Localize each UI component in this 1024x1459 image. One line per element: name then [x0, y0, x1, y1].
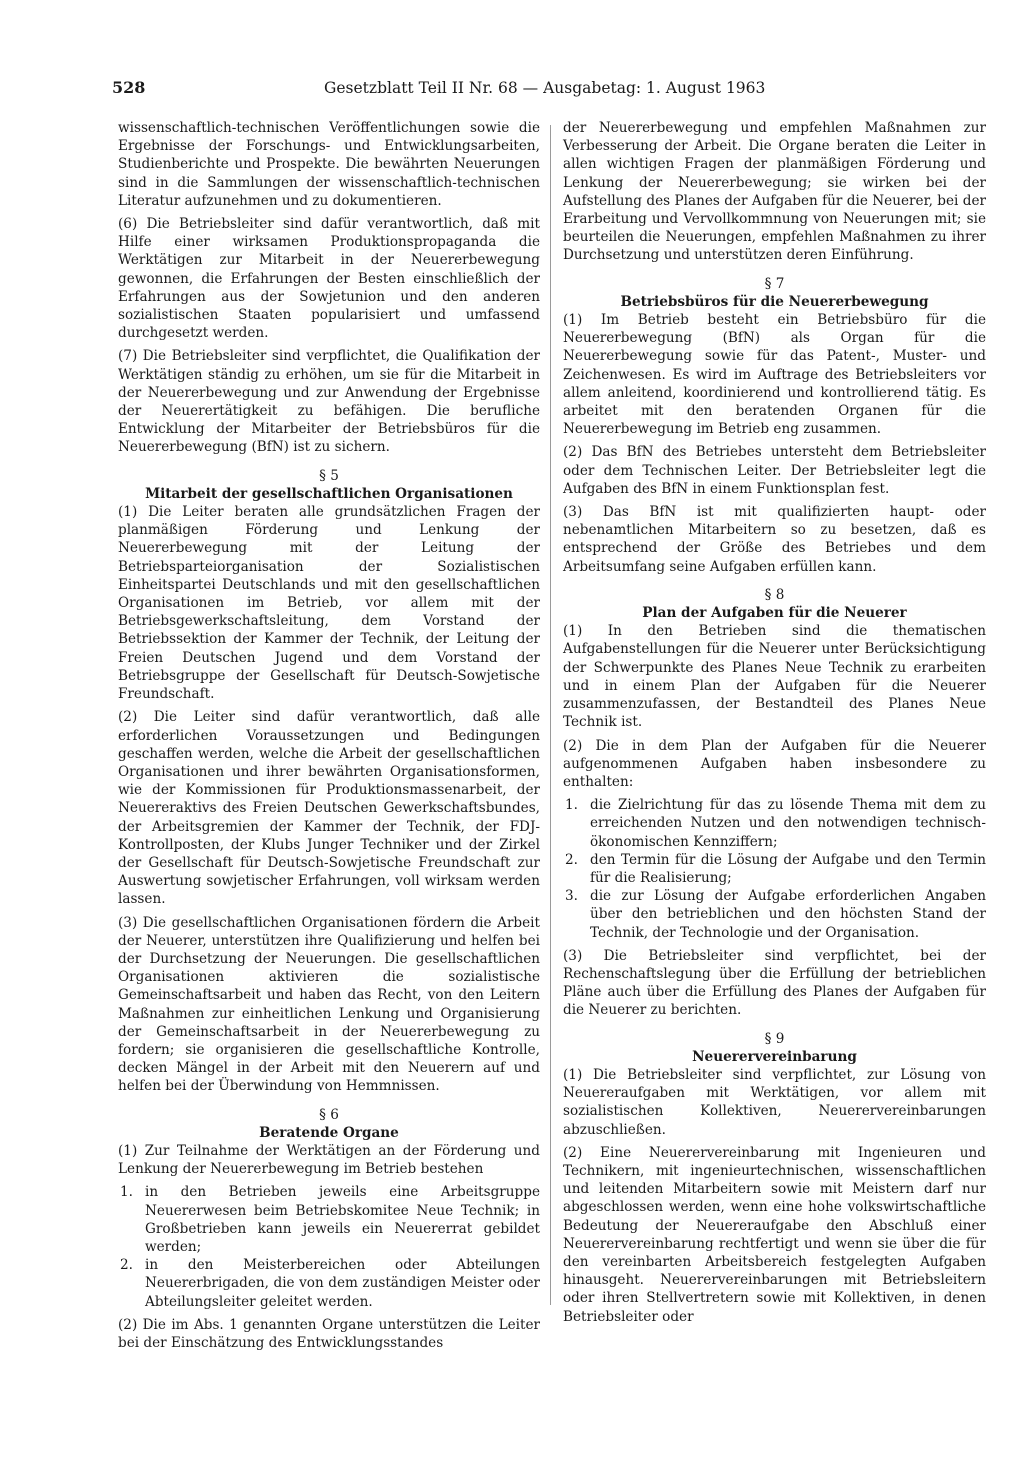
paragraph: (6) Die Betriebsleiter sind dafür verantwortlich, daß mit Hilfe einer wirksamen Produktionspropaganda die Werktätigen zur Mitarbeit in der Neuererbewegung gewonnen, die Erfahrungen der Besten einschließlich der Erfahrungen aus der Sowjetunion und den anderen sozialistischen Staaten popularisiert und umfassend durchgesetzt werden.: [118, 216, 540, 342]
list-item-number: 1.: [565, 797, 578, 814]
paragraph: (7) Die Betriebsleiter sind verpflichtet, die Qualifikation der Werktätigen ständig zu erhöhen, um sie für die Mitarbeit in der Neuererbewegung und zur Anwendung der Ergebnisse der Neuerertätigkeit zu befähigen. Die berufliche Entwicklung der Mitarbeiter der Betriebsbüros für die Neuererbewegung (BfN) ist zu sichern.: [118, 348, 540, 456]
paragraph: (1) Zur Teilnahme der Werktätigen an der Förderung und Lenkung der Neuererbewegung im Betrieb bestehen: [118, 1142, 540, 1178]
list-item: [563, 851, 986, 887]
list-item-number: 2.: [120, 1257, 133, 1274]
list-item-text: in den Betrieben jeweils eine Arbeitsgruppe Neuererwesen beim Betriebskomitee Neue Technik; in Großbetrieben kann jeweils ein Neuererrat gebildet werden;: [145, 1184, 540, 1255]
paragraph: (1) Die Leiter beraten alle grundsätzlichen Fragen der planmäßigen Förderung und Lenkung der Neuererbewegung mit der Leitung der Betriebsparteiorganisation der Sozialistischen Einheitspartei Deutschlands und mit den gesellschaftlichen Organisationen im Betrieb, vor allem mit der Betriebsgewerkschaftsleitung, dem Vorstand der Betriebssektion der Kammer der Technik, der Leitung der Freien Deutschen Jugend und dem Vorstand der Betriebsgruppe der Gesellschaft für Deutsch-Sowjetische Freundschaft.: [118, 504, 540, 703]
list-item-text: die Zielrichtung für das zu lösende Thema mit dem zu erreichenden Nutzen und den notwendigen technisch-ökonomischen Kennziffern;: [590, 797, 986, 850]
list-item: [563, 887, 986, 942]
list-item: [563, 796, 986, 851]
list-item-text: den Termin für die Lösung der Aufgabe und den Termin für die Realisierung;: [590, 851, 986, 886]
list-item: [118, 1256, 540, 1311]
section-title: Plan der Aufgaben für die Neuerer: [642, 605, 907, 622]
list-item-text: in den Meisterbereichen oder Abteilungen Neuererbrigaden, die von dem zuständigen Meister oder Abteilungsleiter geleitet werden.: [145, 1257, 540, 1310]
paragraph: (2) Die im Abs. 1 genannten Organe unterstützen die Leiter bei der Einschätzung des Entwicklungsstandes: [118, 1316, 540, 1351]
section-title: Beratende Organe: [259, 1124, 399, 1141]
section-number: § 5: [319, 467, 339, 484]
numbered-list: [118, 1183, 540, 1310]
list-item-number: 2.: [565, 851, 578, 868]
section-number: § 7: [764, 275, 785, 292]
paragraph: (2) Die Leiter sind dafür verantwortlich, daß alle erforderlichen Voraussetzungen und Bedingungen geschaffen werden, welche die Arbeit der gesellschaftlichen Organisationen und ihrer bewährten Organisationsformen, wie der Kommissionen für Produktionsmassenarbeit, der Neuereraktivs des Freien Deutschen Gewerkschaftsbundes, der Arbeitsgremien der Kammer der Technik, der FDJ-Kontrollposten, der Klubs Junger Techniker und der Zirkel der Gesellschaft für Deutsch-Sowjetische Freundschaft zur Auswertung sowjetischer Erfahrungen, voll wirksam werden lassen.: [118, 709, 540, 908]
list-item-number: 1.: [120, 1184, 133, 1201]
paragraph: (1) In den Betrieben sind die thematischen Aufgabenstellungen für die Neuerer unter Berücksichtigung der Schwerpunkte des Planes Neue Technik zu erarbeiten und in einem Plan der Aufgaben für die Neuerer zusammenzufassen, der Bestandteil des Planes Neue Technik ist.: [563, 623, 986, 731]
list-item: [118, 1183, 540, 1256]
section-number: § 9: [764, 1030, 785, 1047]
paragraph: (3) Die gesellschaftlichen Organisationen fördern die Arbeit der Neuerer, unterstützen ihre Qualifizierung und helfen bei der Durchsetzung der Neuerungen. Die gesellschaftlichen Organisationen aktivieren die sozialistische Gemeinschaftsarbeit und haben das Recht, von den Leitern Maßnahmen zur einheitlichen Lenkung und Organisierung der Gemeinschaftsarbeit in der Neuererbewegung zu fordern; sie organisieren die gesellschaftliche Kontrolle, decken Mängel in der Arbeit mit den Neuerern auf und helfen bei der Überwindung von Hemmnissen.: [118, 914, 540, 1095]
numbered-list: [563, 796, 986, 942]
gazette-title: Gesetzblatt Teil II Nr. 68 — Ausgabetag: 1. August 1963: [324, 79, 766, 97]
paragraph: (3) Das BfN ist mit qualifizierten haupt- oder nebenamtlichen Mitarbeitern so zu besetzen, daß es entsprechend der Größe des Betriebes und dem Arbeitsumfang seine Aufgaben erfüllen kann.: [563, 504, 986, 575]
right-column: [563, 119, 986, 1331]
column-divider: [550, 125, 551, 1305]
paragraph: (2) Das BfN des Betriebes untersteht dem Betriebsleiter oder dem Technischen Leiter. Der Betriebsleiter legt die Aufgaben des BfN in einem Funktionsplan fest.: [563, 444, 986, 497]
paragraph: (2) Die in dem Plan der Aufgaben für die Neuerer aufgenommenen Aufgaben haben insbesondere zu enthalten:: [563, 737, 986, 790]
section-title: Betriebsbüros für die Neuererbewegung: [620, 293, 929, 310]
section-number: § 8: [764, 586, 785, 603]
paragraph: der Neuererbewegung und empfehlen Maßnahmen zur Verbesserung der Arbeit. Die Organe beraten die Leiter in allen wichtigen Fragen der planmäßigen Förderung und Lenkung der Neuererbewegung; sie wirken bei der Aufstellung des Planes der Aufgaben für die Neuerer, bei der Erarbeitung und Vervollkommnung von Neuerungen mit; sie beurteilen die Neuerungen, empfehlen Maßnahmen zu ihrer Durchsetzung und unterstützen deren Einführung.: [563, 120, 986, 264]
paragraph: (1) Die Betriebsleiter sind verpflichtet, zur Lösung von Neuereraufgaben mit Werktätigen, vor allem mit sozialistischen Kollektiven, Neuerervereinbarungen abzuschließen.: [563, 1066, 986, 1138]
section-number: § 6: [319, 1106, 339, 1123]
list-item-text: die zur Lösung der Aufgabe erforderlichen Angaben über den betrieblichen und den höchsten Stand der Technik, der Technologie und der Organisation.: [590, 888, 986, 941]
paragraph: (2) Eine Neuerervereinbarung mit Ingenieuren und Technikern, mit ingenieurtechnischen, wissenschaftlichen und leitenden Mitarbeitern sowie mit Meistern darf nur abgeschlossen werden, wenn eine hohe volkswirtschaftliche Bedeutung der Neuereraufgabe den Abschluß einer Neuerervereinbarung rechtfertigt und wenn sie über die für den vereinbarten Arbeitsbereich festgelegten Aufgaben hinausgeht. Neuerervereinbarungen mit Betriebsleitern oder ihren Stellvertretern sowie mit Kollektiven, in denen Betriebsleiter oder: [563, 1144, 986, 1325]
page-header: [108, 76, 988, 100]
list-item-number: 3.: [565, 888, 578, 905]
section-title: Mitarbeit der gesellschaftlichen Organisationen: [145, 485, 513, 502]
paragraph: wissenschaftlich-technischen Veröffentlichungen sowie die Ergebnisse der Forschungs- und Entwicklungsarbeiten, Studienberichte und Prospekte. Die bewährten Neuerungen sind in die Sammlungen der wissenschaftlich-technischen Literatur aufzunehmen und zu dokumentieren.: [118, 120, 540, 209]
section-title: Neuerervereinbarung: [692, 1048, 857, 1065]
paragraph: (1) Im Betrieb besteht ein Betriebsbüro für die Neuererbewegung (BfN) als Organ für die Neuererbewegung sowie für das Patent-, Muster- und Zeichenwesen. Es wird im Auftrage des Betriebsleiters vor allem anleitend, koordinierend und kontrollierend tätig. Es arbeitet mit den beratenden Organen für die Neuererbewegung im Betrieb eng zusammen.: [563, 312, 986, 438]
paragraph: (3) Die Betriebsleiter sind verpflichtet, bei der Rechenschaftslegung über die Erfüllung der betrieblichen Pläne auch über die Erfüllung des Planes der Aufgaben für die Neuerer zu berichten.: [563, 947, 986, 1019]
page-number: 528: [112, 78, 146, 97]
left-column: [118, 119, 540, 1357]
